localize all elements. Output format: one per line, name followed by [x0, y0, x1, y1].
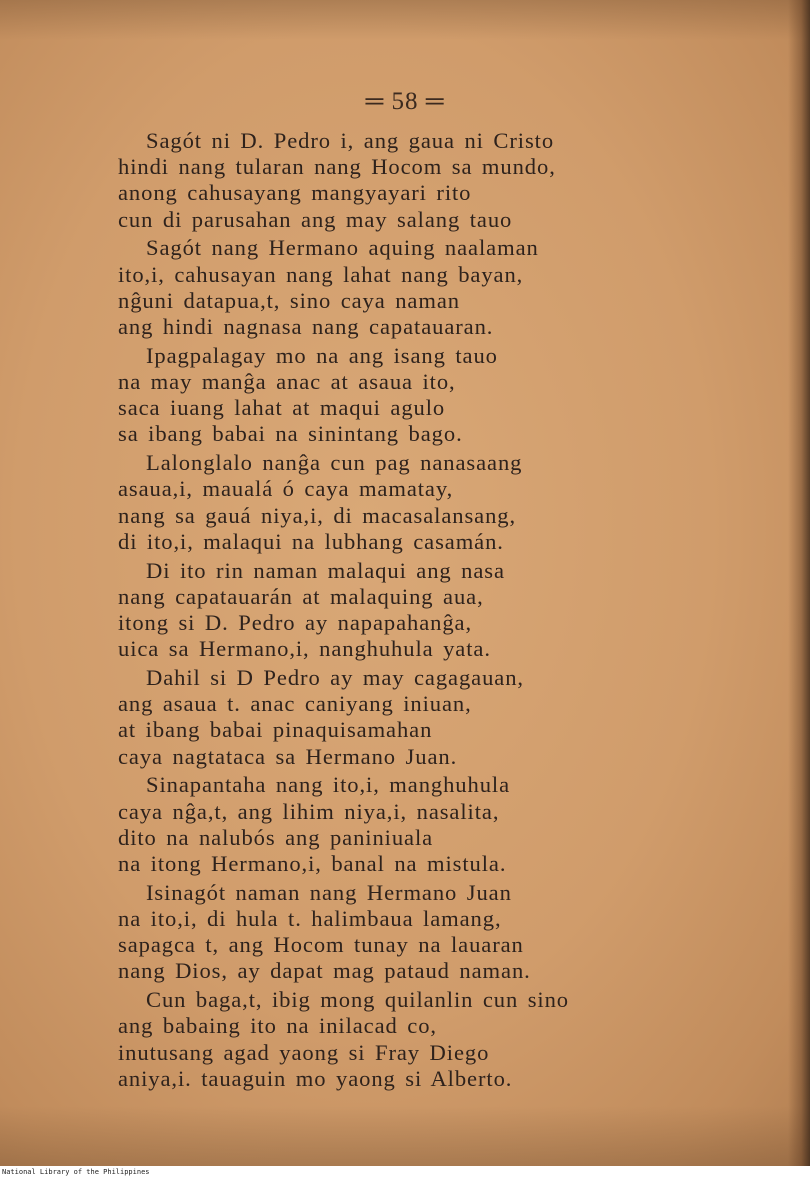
verse-line: na ito,i, di hula t. halimbaua lamang, — [118, 906, 502, 932]
page-bottom-shadow — [0, 1106, 810, 1166]
verse-line: anong cahusayang mangyayari rito — [118, 180, 472, 206]
verse-line: aniya,i. tauaguin mo yaong si Alberto. — [118, 1065, 513, 1091]
verse-line: Sagót nang Hermano aquing naalaman — [146, 235, 539, 261]
verse-line: Sagót ni D. Pedro i, ang gaua ni Cristo — [146, 128, 555, 153]
verse-line: sapagca t, ang Hocom tunay na lauaran — [118, 932, 524, 958]
verse-line: at ibang babai pinaquisamahan — [118, 717, 433, 743]
page-spine-shadow — [788, 0, 810, 1166]
verse-line: nang sa gauá niya,i, di macasalansang, — [118, 502, 517, 528]
stanza — [118, 450, 658, 555]
verse-line: Cun baga,t, ibig mong quilanlin cun sino — [146, 987, 570, 1013]
verse-line: nang Dios, ay dapat mag pataud naman. — [118, 958, 531, 984]
verse-line: Di ito rin naman malaqui ang nasa — [146, 557, 505, 583]
stanza — [118, 235, 658, 340]
verse-line: caya nagtataca sa Hermano Juan. — [118, 743, 458, 769]
stanza — [118, 665, 658, 770]
verse-line: na may manĝa anac at asaua ito, — [118, 369, 456, 395]
verse-line: hindi nang tularan nang Hocom sa mundo, — [118, 154, 556, 180]
verse-line: Dahil si D Pedro ay may cagagauan, — [146, 665, 524, 691]
verse-line: Lalonglalo nanĝa cun pag nanasaang — [146, 450, 523, 476]
verse-line: ang asaua t. anac caniyang iniuan, — [118, 691, 472, 717]
verse-line: itong si D. Pedro ay napapahanĝa, — [118, 610, 473, 636]
verse-line: Sinapantaha nang ito,i, manghuhula — [146, 772, 510, 798]
verse-line: di ito,i, malaqui na lubhang casamán. — [118, 528, 504, 554]
stanza — [118, 772, 658, 877]
verse-line: Isinagót naman nang Hermano Juan — [146, 879, 512, 905]
page-number: ═ 58 ═ — [365, 88, 445, 115]
verse-line: ang babaing ito na inilacad co, — [118, 1013, 437, 1039]
verse-line: cun di parusahan ang may salang tauo — [118, 206, 513, 232]
verse-line: caya nĝa,t, ang lihim niya,i, nasalita, — [118, 798, 500, 824]
verse-line: ito,i, cahusayan nang lahat nang bayan, — [118, 261, 524, 287]
verse-line: Ipagpalagay mo na ang isang tauo — [146, 342, 498, 368]
verse-line: na itong Hermano,i, banal na mistula. — [118, 851, 507, 877]
stanza — [118, 880, 658, 985]
verse-line: saca iuang lahat at maqui agulo — [118, 395, 446, 421]
verse-line: inutusang agad yaong si Fray Diego — [118, 1039, 490, 1065]
verse-line: nang capatauarán at malaquing aua, — [118, 583, 484, 609]
stanza — [118, 558, 658, 663]
verse-line: sa ibang babai na sinintang bago. — [118, 421, 463, 447]
library-credit: National Library of the Philippines — [0, 1166, 810, 1178]
stanza — [118, 987, 658, 1092]
verse-line: nĝuni datapua,t, sino caya naman — [118, 287, 460, 313]
poem-body — [118, 128, 658, 1092]
stanza — [118, 128, 658, 233]
verse-line: asaua,i, maualá ó caya mamatay, — [118, 476, 454, 502]
verse-line: dito na nalubós ang paniniuala — [118, 824, 434, 850]
verse-line: ang hindi nagnasa nang capatauaran. — [118, 314, 494, 340]
page-top-shadow — [0, 0, 810, 40]
verse-line: uica sa Hermano,i, nanghuhula yata. — [118, 636, 491, 662]
stanza — [118, 343, 658, 448]
